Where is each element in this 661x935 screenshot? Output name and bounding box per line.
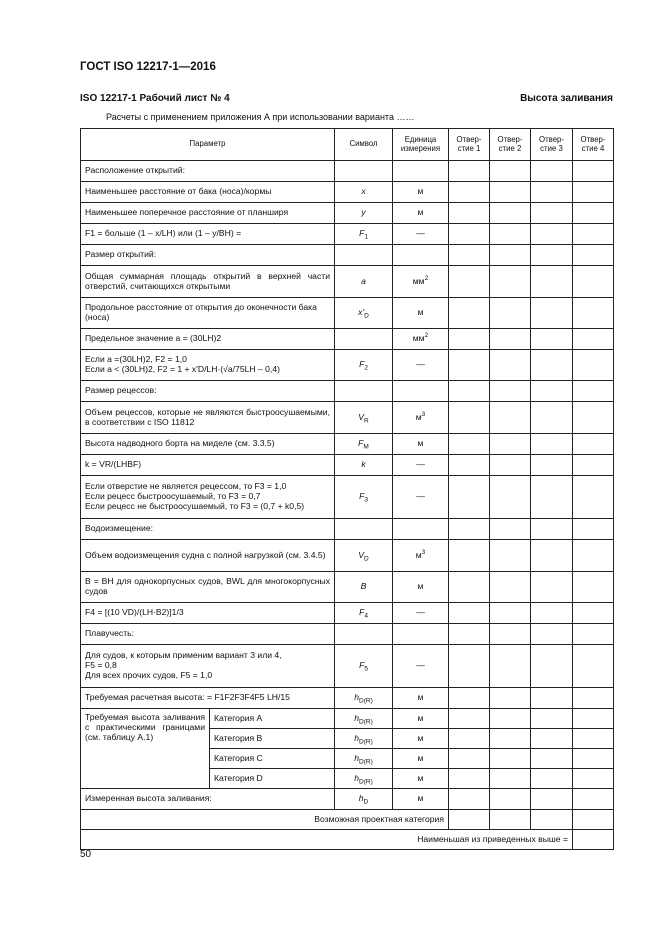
section-label: Водоизмещение: xyxy=(81,519,335,540)
col-hole-1: Отвер- стие 1 xyxy=(449,129,490,161)
table-row: Предельное значение a = (30LH)2 $мм^2$ xyxy=(81,329,614,350)
col-symbol: Символ xyxy=(335,129,393,161)
table-row: Наименьшее расстояние от бака (носа)/кормы x м xyxy=(81,182,614,203)
table-row xyxy=(81,381,614,402)
table-row: Если отверстие не является рецессом, то F3 = 1,0 Если рецесс быстроосушаемый, то F3 = 0,7 Если рецесс не быстроосушаемый, то F3 = (0,7 + k0,5) $F_3$ — xyxy=(81,476,614,519)
table-row: Для судов, к которым применим вариант 3 или 4, F5 = 0,8 Для всех прочих судов, F5 = 1,0 $F_5$ — xyxy=(81,645,614,688)
table-row: Требуемая расчетная высота: = F1F2F3F4F5 LH/15 $h_{D(R)}$ м xyxy=(81,688,614,709)
worksheet-topic: Высота заливания xyxy=(520,93,613,104)
worksheet-table xyxy=(80,128,614,850)
table-row xyxy=(81,245,614,266)
table-row: Наименьшее поперечное расстояние от планширя y м xyxy=(81,203,614,224)
table-row: B = BH для однокорпусных судов, BWL для многокорпусных судов B м xyxy=(81,572,614,603)
worksheet-title: ISO 12217-1 Рабочий лист № 4 xyxy=(80,93,230,104)
table-row xyxy=(81,624,614,645)
col-hole-4: Отвер- стие 4 xyxy=(573,129,614,161)
section-label: Размер рецессов: xyxy=(81,381,335,402)
intro-text: Расчеты с применением приложения А при использовании варианта …… xyxy=(106,112,415,122)
col-unit: Единица измерения xyxy=(393,129,449,161)
section-label: Размер открытий: xyxy=(81,245,335,266)
table-row: F4 = [(10 VD)/(LH·B2)]1/3 $F_4$ — xyxy=(81,603,614,624)
document-header: ГОСТ ISO 12217-1—2016 xyxy=(80,61,216,73)
section-label: Расположение открытий: xyxy=(81,161,335,182)
table-row: Наименьшая из приведенных выше = xyxy=(81,830,614,850)
table-row: Продольное расстояние от открытия до оконечности бака (носа) $x'_D$ м xyxy=(81,298,614,329)
table-row: Категория В $h_{D(R)}$ м xyxy=(81,729,614,749)
table-row: Измеренная высота заливания: $h_D$ м xyxy=(81,789,614,810)
table-row xyxy=(81,519,614,540)
table-header-row xyxy=(81,129,614,161)
table-row: Категория С $h_{D(R)}$ м xyxy=(81,749,614,769)
table-row: Если a =(30LH)2, F2 = 1,0 Если a < (30LH)2, F2 = 1 + x'D/LH·(√a/75LH – 0,4) $F_2$ — xyxy=(81,350,614,381)
page-number: 50 xyxy=(80,849,92,860)
table-row: Общая суммарная площадь открытий в верхней части отверстий, считающихся открытыми a $мм^2$ xyxy=(81,266,614,298)
table-row: Объем водоизмещения судна с полной нагрузкой (см. 3.4.5) $V_D$ $м^3$ xyxy=(81,540,614,572)
table-row: Возможная проектная категория xyxy=(81,810,614,830)
table-row: Требуемая высота заливания с практическими границами (см. таблицу А.1) Категория А $h_{D(R)}$ м xyxy=(81,709,614,729)
table-row: Категория D $h_{D(R)}$ м xyxy=(81,769,614,789)
col-hole-2: Отвер- стие 2 xyxy=(490,129,531,161)
table-row: k = VR/(LHBF) k — xyxy=(81,455,614,476)
table-row: F1 = больше (1 – x/LH) или (1 – y/BH) = $F_1$ — xyxy=(81,224,614,245)
table-row xyxy=(81,161,614,182)
section-label: Плавучесть: xyxy=(81,624,335,645)
table-row: Объем рецессов, которые не являются быстроосушаемыми, в соответствии с ISO 11812 $V_R$ $м^3$ xyxy=(81,402,614,434)
col-hole-3: Отвер- стие 3 xyxy=(531,129,573,161)
col-param: Параметр xyxy=(81,129,335,161)
table-row: Высота надводного борта на миделе (см. 3.3.5) $F_M$ м xyxy=(81,434,614,455)
